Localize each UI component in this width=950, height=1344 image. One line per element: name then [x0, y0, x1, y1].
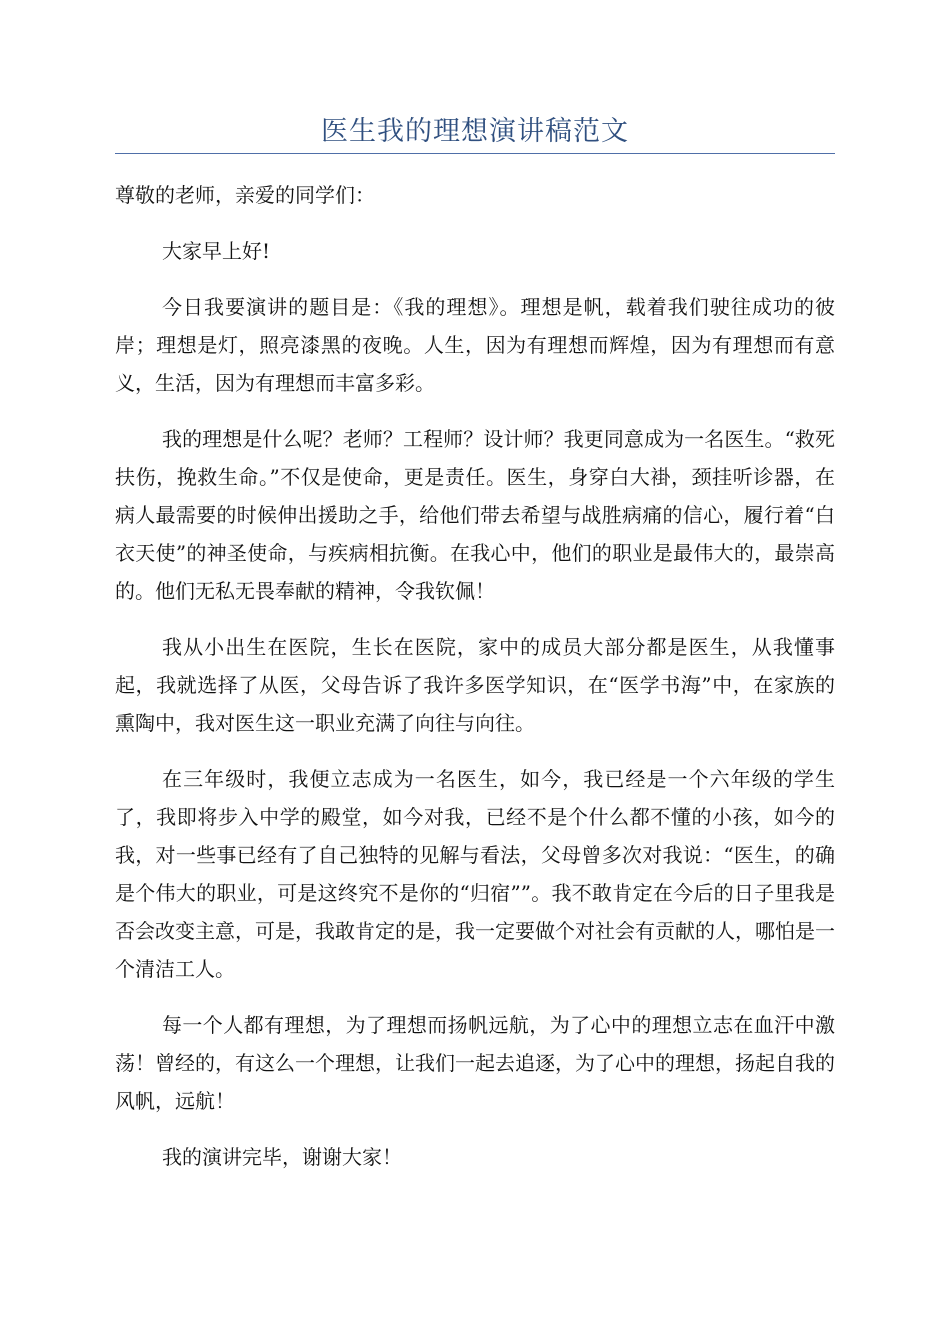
body-paragraph: 我的理想是什么呢？老师？工程师？设计师？我更同意成为一名医生。“救死扶伤，挽救生命。”不仅是使命，更是责任。医生，身穿白大褂，颈挂听诊器，在病人最需要的时候伸出援助之手，给他们带去希望与战胜病痛的信心，履行着“白衣天使”的神圣使命，与疾病相抗衡。在我心中，他们的职业是最伟大的，最崇高的。他们无私无畏奉献的精神，令我钦佩！ [115, 427, 835, 603]
document-body [115, 176, 835, 1194]
body-paragraph: 今日我要演讲的题目是：《我的理想》。理想是帆，载着我们驶往成功的彼岸；理想是灯，照亮漆黑的夜晚。人生，因为有理想而辉煌，因为有理想而有意义，生活，因为有理想而丰富多彩。 [115, 295, 835, 395]
body-paragraph: 每一个人都有理想，为了理想而扬帆远航，为了心中的理想立志在血汗中激荡！曾经的，有这么一个理想，让我们一起去追逐，为了心中的理想，扬起自我的风帆，远航！ [115, 1013, 835, 1113]
greeting-paragraph: 大家早上好! [162, 239, 271, 263]
body-paragraph: 在三年级时，我便立志成为一名医生，如今，我已经是一个六年级的学生了，我即将步入中学的殿堂，如今对我，已经不是个什么都不懂的小孩，如今的我，对一些事已经有了自己独特的见解与看法，父母曾多次对我说：“医生，的确是个伟大的职业，可是这终究不是你的“归宿””。我不敢肯定在今后的日子里我是否会改变主意，可是，我敢肯定的是，我一定要做个对社会有贡献的人，哪怕是一个清洁工人。 [115, 767, 835, 981]
salutation: 尊敬的老师，亲爱的同学们： [115, 183, 375, 207]
closing-paragraph: 我的演讲完毕，谢谢大家！ [162, 1145, 402, 1169]
body-paragraph: 我从小出生在医院，生长在医院，家中的成员大部分都是医生，从我懂事起，我就选择了从医，父母告诉了我许多医学知识，在“医学书海”中，在家族的熏陶中，我对医生这一职业充满了向往与向往。 [115, 635, 835, 735]
document-title: 医生我的理想演讲稿范文 [321, 116, 629, 147]
title-underline [115, 153, 835, 154]
